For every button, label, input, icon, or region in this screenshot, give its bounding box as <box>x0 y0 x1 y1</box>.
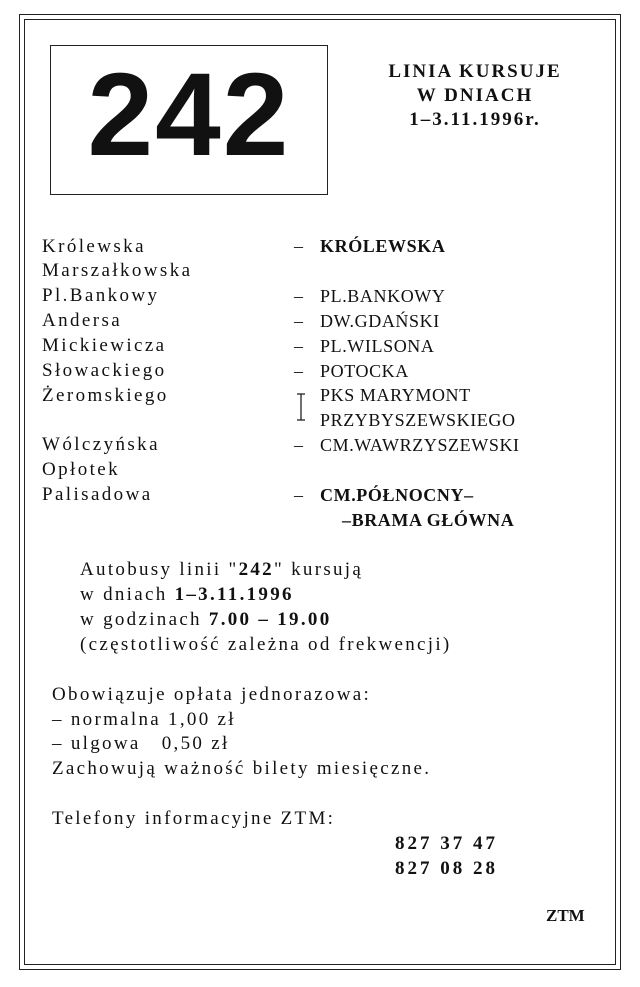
street-palisadowa: Palisadowa <box>42 484 153 505</box>
fares-note: Zachowują ważność bilety miesięczne. <box>52 758 432 779</box>
stop-brama-glowna: –BRAMA GŁÓWNA <box>342 510 515 530</box>
street-mickiewicza: Mickiewicza <box>42 335 167 356</box>
street-wolczynska: Wólczyńska <box>42 434 160 455</box>
dash: – <box>294 311 303 331</box>
fares-title: Obowiązuje opłata jednorazowa: <box>52 684 372 705</box>
bracket-icon <box>296 393 306 421</box>
service-dates-header <box>370 60 580 132</box>
street-zeromskiego: Żeromskiego <box>42 385 169 406</box>
stop-cm-wawrzyszewski: CM.WAWRZYSZEWSKI <box>320 435 520 455</box>
schedule-line-2: w dniach 1–3.11.1996 <box>80 584 294 605</box>
phones-label: Telefony informacyjne ZTM: <box>52 808 336 829</box>
phone-number-1: 827 37 47 <box>395 833 498 854</box>
stop-cm-polnocny: CM.PÓŁNOCNY– <box>320 485 474 505</box>
stop-potocka: POTOCKA <box>320 361 409 381</box>
header-line-1: LINIA KURSUJE <box>388 61 562 82</box>
street-andersa: Andersa <box>42 310 123 331</box>
dash: – <box>294 435 303 455</box>
schedule-line-4: (częstotliwość zależna od frekwencji) <box>80 634 452 655</box>
line-number-box <box>50 45 328 195</box>
phone-number-2: 827 08 28 <box>395 858 498 879</box>
street-pl-bankowy: Pl.Bankowy <box>42 285 160 306</box>
dash: – <box>294 286 303 306</box>
line-number: 242 <box>87 49 291 181</box>
dash: – <box>294 361 303 381</box>
fare-normal: – normalna 1,00 zł <box>52 709 236 730</box>
stop-pl-bankowy: PL.BANKOWY <box>320 286 446 306</box>
stop-pks-marymont: PKS MARYMONT <box>320 385 471 405</box>
street-marszalkowska: Marszałkowska <box>42 260 193 281</box>
stop-pl-wilsona: PL.WILSONA <box>320 336 435 356</box>
stop-przybyszewskiego: PRZYBYSZEWSKIEGO <box>320 410 516 430</box>
stop-dw-gdanski: DW.GDAŃSKI <box>320 311 440 331</box>
header-line-3: 1–3.11.1996r. <box>409 109 541 130</box>
schedule-line-3: w godzinach 7.00 – 19.00 <box>80 609 332 630</box>
street-oplotek: Opłotek <box>42 459 121 480</box>
street-krolewska: Królewska <box>42 236 146 257</box>
schedule-line-1: Autobusy linii "242" kursują <box>80 559 364 580</box>
dash: – <box>294 336 303 356</box>
stop-krolewska: KRÓLEWSKA <box>320 236 446 256</box>
street-slowackiego: Słowackiego <box>42 360 167 381</box>
header-line-2: W DNIACH <box>416 85 534 106</box>
fare-reduced: – ulgowa 0,50 zł <box>52 733 230 754</box>
dash: – <box>294 485 303 505</box>
dash: – <box>294 236 303 256</box>
signature: ZTM <box>546 906 585 925</box>
